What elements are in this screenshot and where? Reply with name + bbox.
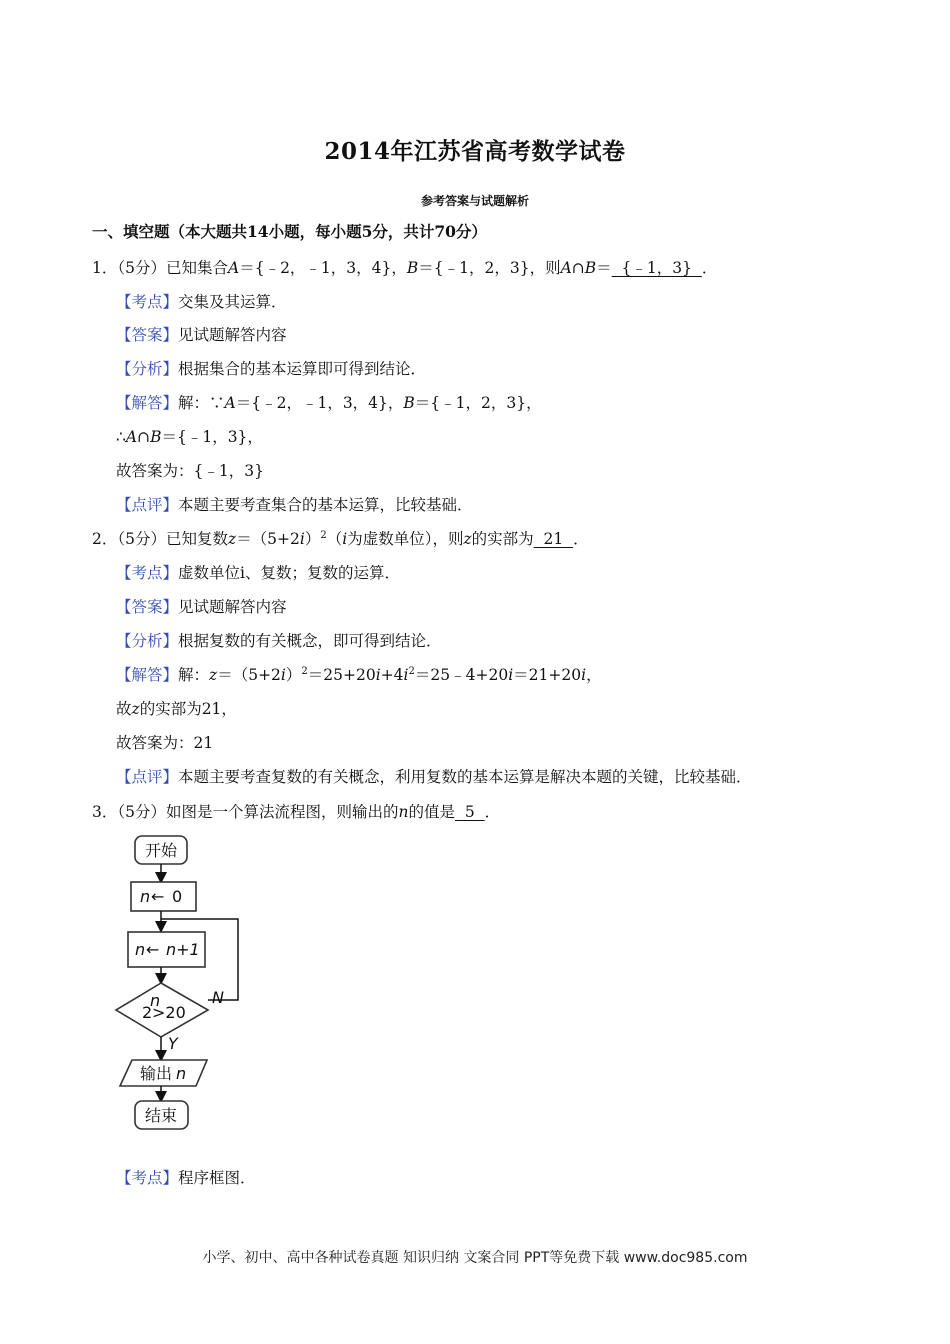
flow-init-var: n [140, 887, 151, 906]
answer-blank: 5 [455, 803, 485, 821]
q1-jieda: 【解答】解：∵A＝{﹣2，﹣1，3，4}，B＝{﹣1，2，3}， [116, 394, 542, 412]
flow-end-label: 结束 [144, 1106, 178, 1125]
q2-real-part: 故z的实部为21， [116, 700, 237, 718]
q2-fenxi: 【分析】根据复数的有关概念，即可得到结论． [116, 632, 442, 650]
flow-output-label: 输出 [140, 1064, 173, 1083]
flow-cond-rest: >20 [152, 1003, 186, 1022]
section-heading: 一、填空题（本大题共14小题，每小题5分，共计70分） [92, 222, 487, 241]
flow-no-label: N [212, 988, 224, 1007]
q1-result: ∴A∩B＝{﹣1，3}， [116, 428, 263, 446]
answer-blank: {﹣1，3} [611, 259, 702, 277]
flow-init-value: 0 [172, 887, 183, 906]
flow-step-arrow-glyph: ← [146, 940, 160, 959]
q2-answer: 故答案为：21 [116, 734, 214, 752]
flow-step-var: n [135, 940, 146, 959]
answer-blank: 21 [533, 530, 574, 548]
q1-kaodian: 【考点】交集及其运算． [116, 293, 287, 311]
flow-cond-base: 2 [142, 1003, 153, 1022]
flow-init-arrow-glyph: ← [151, 887, 165, 906]
flow-cond-exp: n [150, 991, 161, 1010]
q1-daan: 【答案】见试题解答内容 [116, 326, 287, 344]
flow-step-expr: n+1 [166, 940, 200, 959]
q1-dianping: 【点评】本题主要考查集合的基本运算，比较基础． [116, 496, 473, 514]
q2-dianping: 【点评】本题主要考查复数的有关概念，利用复数的基本运算是解决本题的关键，比较基础． [116, 768, 752, 786]
question-2: 2．（5分）已知复数$z=(5+2i)^2(i$为虚数单位），则z的实部为 21 ． [92, 529, 589, 548]
q2-kaodian: 【考点】虚数单位i、复数；复数的运算． [116, 564, 400, 582]
flow-output-var: n [176, 1064, 187, 1083]
q1-answer: 故答案为：{﹣1，3} [116, 462, 264, 480]
q1-fenxi: 【分析】根据集合的基本运算即可得到结论． [116, 360, 427, 378]
question-3: 3．（5分）如图是一个算法流程图，则输出的n的值是 5 ． [92, 803, 501, 821]
page-footer: 小学、初中、高中各种试卷真题 知识归纳 文案合同 PPT等免费下载 www.doc985.com [202, 1250, 748, 1266]
flow-yes-label: Y [168, 1034, 178, 1053]
algorithm-flowchart [112, 830, 252, 1135]
q3-kaodian: 【考点】程序框图． [116, 1169, 256, 1187]
page-subtitle: 参考答案与试题解析 [420, 194, 529, 208]
q2-daan: 【答案】见试题解答内容 [116, 598, 287, 616]
question-1: 1．（5分）已知集合A＝{﹣2，﹣1，3，4}，B＝{﹣1，2，3}，则A∩B＝ {﹣1，3} ． [92, 256, 717, 278]
page-title: 2014年江苏省高考数学试卷 [324, 138, 626, 165]
flow-start-label: 开始 [144, 841, 178, 860]
q2-jieda: 【解答】解：$z=(5+2i)^2=25+20i+4i^2=25﹣4+20i=21+20i$， [116, 665, 602, 684]
